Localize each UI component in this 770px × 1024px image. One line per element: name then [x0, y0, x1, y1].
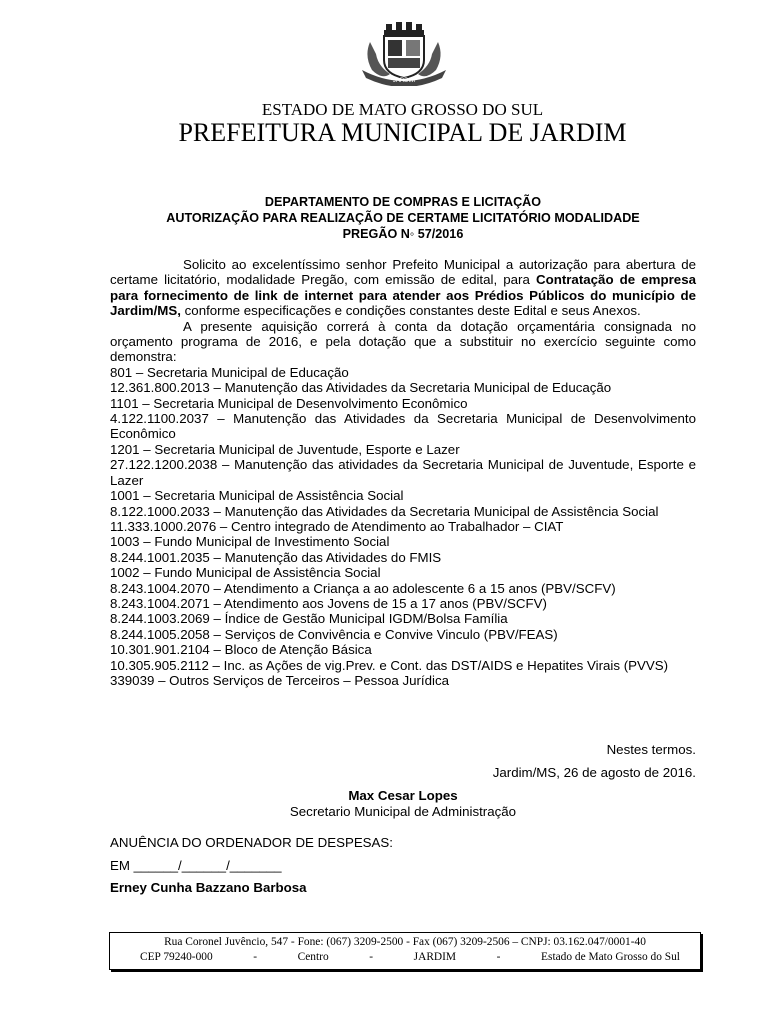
footer-separator: - [253, 951, 258, 963]
footer-state: Estado de Mato Grosso do Sul [541, 951, 680, 963]
budget-line: 8.243.1004.2071 – Atendimento aos Jovens de 15 a 17 anos (PBV/SCFV) [110, 595, 547, 611]
budget-line: 801 – Secretaria Municipal de Educação [110, 364, 349, 380]
department-title: DEPARTAMENTO DE COMPRAS E LICITAÇÃO [264, 195, 542, 209]
budget-line: 11.333.1000.2076 – Centro integrado de Atendimento ao Trabalhador – CIAT [110, 518, 564, 534]
municipal-crest-icon [358, 22, 450, 86]
pregao-number: PREGÃO N◦ 57/2016 [342, 227, 464, 241]
footer-address-line: Rua Coronel Juvêncio, 547 - Fone: (067) 3209-2500 - Fax (067) 3209-2506 – CNPJ: 03.162.047/0001-40 [164, 936, 646, 948]
budget-line: 1003 – Fundo Municipal de Investimento Social [110, 534, 390, 550]
budget-paragraph: A presente aquisição correrá à conta da dotação orçamentária consignada no orçamento programa de 2016, e pela dotação que a substituir no exercício seguinte como demonstra: [110, 318, 696, 365]
footer-district: Centro [297, 951, 329, 963]
budget-line: 1201 – Secretaria Municipal de Juventude, Esporte e Lazer [110, 441, 460, 457]
request-paragraph [110, 257, 696, 319]
budget-line: 1101 – Secretaria Municipal de Desenvolvimento Econômico [110, 395, 468, 411]
budget-line: 1001 – Secretaria Municipal de Assistência Social [110, 488, 404, 504]
budget-line: 8.244.1005.2058 – Serviços de Convivência e Convive Vinculo (PBV/FEAS) [110, 626, 558, 642]
document-body [110, 257, 696, 688]
consent-name: Erney Cunha Bazzano Barbosa [110, 880, 307, 895]
budget-line: 8.243.1004.2070 – Atendimento a Criança a ao adolescente 6 a 15 anos (PBV/SCFV) [110, 580, 616, 596]
place-date: Jardim/MS, 26 de agosto de 2016. [492, 765, 696, 780]
signatory-role: Secretario Municipal de Administração [289, 804, 517, 819]
budget-line: 1002 – Fundo Municipal de Assistência Social [110, 565, 381, 581]
budget-line: 4.122.1100.2037 – Manutenção das Atividades da Secretaria Municipal de Desenvolvimento Econômico [110, 411, 696, 442]
consent-label: ANUÊNCIA DO ORDENADOR DE DESPESAS: [110, 835, 393, 850]
city-heading: PREFEITURA MUNICIPAL DE JARDIM [178, 118, 627, 147]
budget-line: 10.305.905.2112 – Inc. as Ações de vig.Prev. e Cont. das DST/AIDS e Hepatites Virais (PVVS) [110, 657, 669, 673]
request-intro: Solicito ao excelentíssimo senhor Prefeito Municipal a autorização para abertura de certame licitatório, modalidade Pregão, com emissão de edital, para [110, 257, 696, 288]
footer-city: JARDIM [413, 951, 457, 963]
signatory-name: Max Cesar Lopes [348, 788, 458, 803]
budget-line: 27.122.1200.2038 – Manutenção das atividades da Secretaria Municipal de Juventude, Esporte e Lazer [110, 457, 696, 488]
authorization-title: AUTORIZAÇÃO PARA REALIZAÇÃO DE CERTAME LICITATÓRIO MODALIDADE [166, 211, 640, 225]
footer-cep: CEP 79240-000 [140, 951, 213, 963]
budget-line: 339039 – Outros Serviços de Terceiros – Pessoa Jurídica [110, 672, 450, 688]
footer-address-box [109, 932, 701, 970]
request-tail: conforme especificações e condições constantes deste Edital e seus Anexos. [180, 303, 641, 319]
crest-banner-text: JARDIM [392, 78, 416, 84]
footer-location-line [140, 951, 680, 963]
budget-line: 10.301.901.2104 – Bloco de Atenção Básica [110, 642, 372, 658]
budget-line: 8.244.1003.2069 – Índice de Gestão Municipal IGDM/Bolsa Família [110, 611, 508, 627]
budget-line: 8.244.1001.2035 – Manutenção das Atividades do FMIS [110, 549, 442, 565]
budget-line: 12.361.800.2013 – Manutenção das Atividades da Secretaria Municipal de Educação [110, 380, 612, 396]
footer-separator: - [369, 951, 374, 963]
state-heading: ESTADO DE MATO GROSSO DO SUL [261, 100, 544, 119]
footer-separator: - [496, 951, 501, 963]
consent-date-line: EM ______/______/_______ [110, 858, 282, 873]
budget-list [110, 365, 696, 689]
closing-terms: Nestes termos. [606, 742, 696, 757]
budget-line: 8.122.1000.2033 – Manutenção das Atividades da Secretaria Municipal de Assistência Social [110, 503, 659, 519]
request-object: Contratação de empresa para fornecimento de link de internet para atender aos Prédios Públicos do município de Jardim/MS, [110, 272, 696, 319]
